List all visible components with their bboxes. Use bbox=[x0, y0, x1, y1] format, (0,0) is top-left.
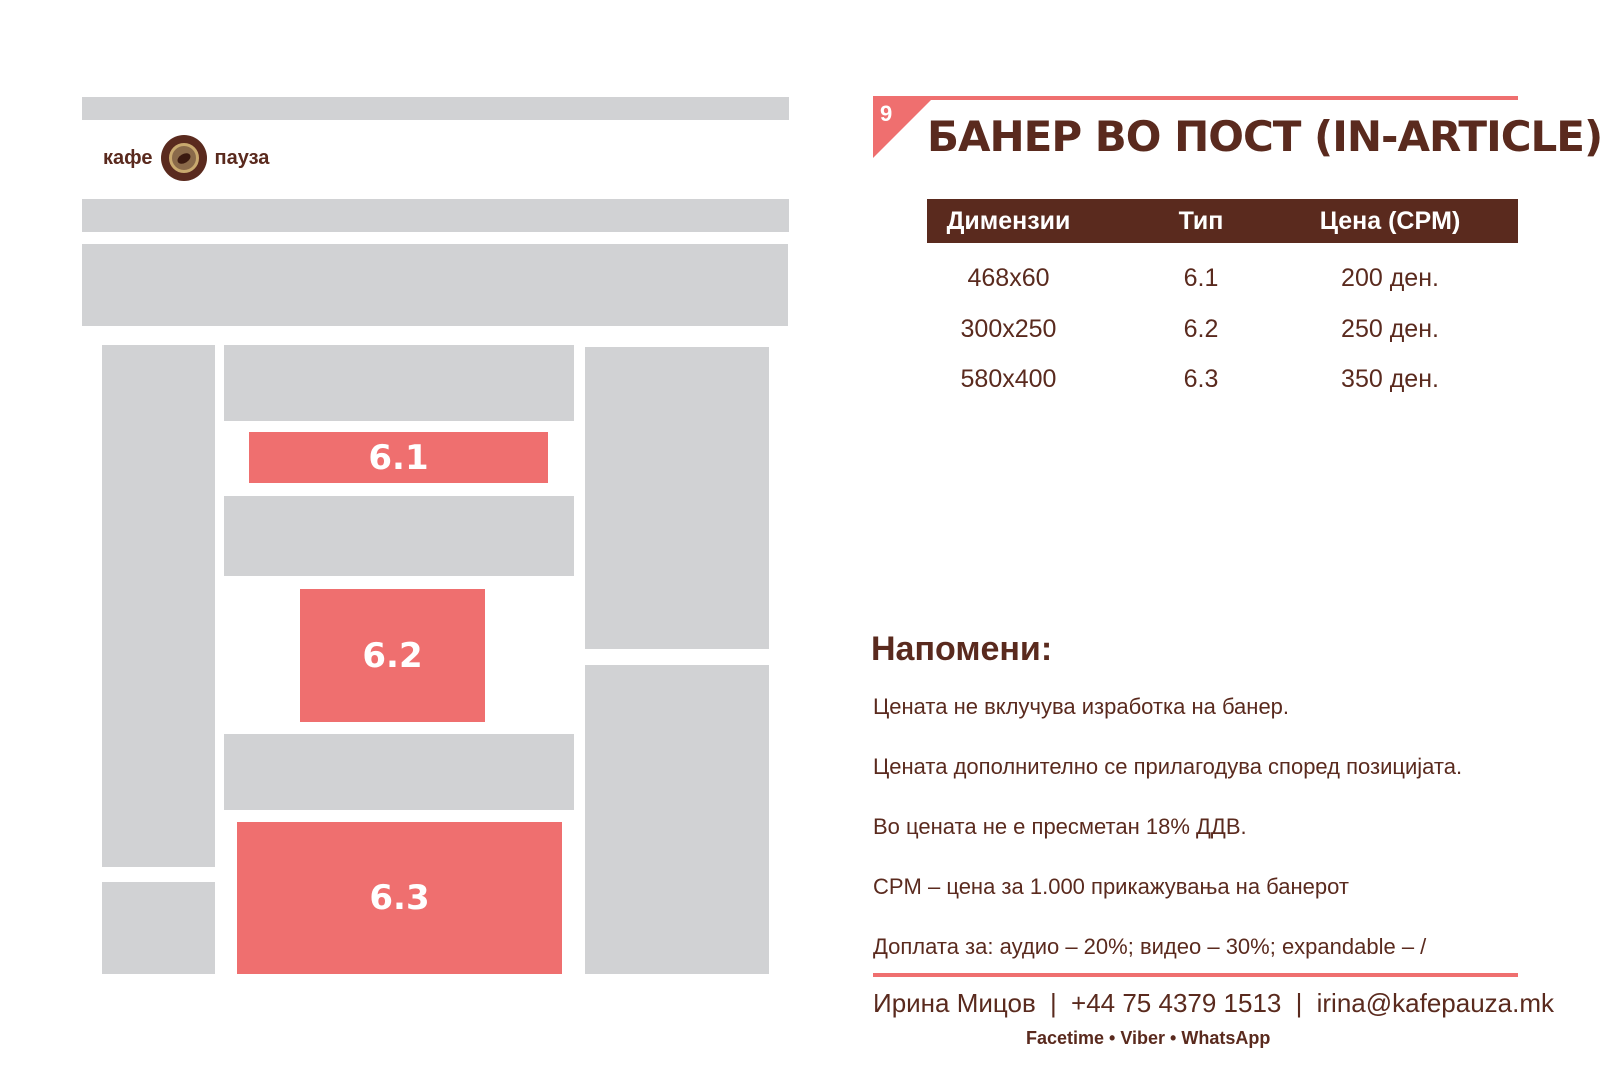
cell-price: 250 ден. bbox=[1341, 315, 1439, 343]
mockup-top-bar bbox=[82, 97, 789, 120]
mockup-article-block-2 bbox=[224, 496, 574, 576]
contact-line bbox=[873, 988, 1554, 1019]
contact-apps: Facetime • Viber • WhatsApp bbox=[1026, 1028, 1271, 1048]
banner-6-2-label: 6.2 bbox=[362, 635, 423, 676]
section-title: БАНЕР ВО ПОСТ (IN-ARTICLE) bbox=[927, 112, 1602, 161]
contact-name: Ирина Мицов bbox=[873, 988, 1036, 1018]
cell-price: 200 ден. bbox=[1341, 264, 1439, 292]
cell-type: 6.2 bbox=[1183, 315, 1219, 343]
banner-6-1-label: 6.1 bbox=[368, 437, 429, 478]
mockup-right-column-top bbox=[585, 347, 769, 649]
banner-6-2 bbox=[300, 589, 485, 722]
note-item: CPM – цена за 1.000 прикажувања на банерот bbox=[873, 874, 1349, 899]
mockup-left-column bbox=[102, 345, 215, 867]
cell-dimensions: 580x400 bbox=[960, 365, 1057, 393]
cell-type: 6.1 bbox=[1183, 264, 1219, 292]
contact-separator: | bbox=[1050, 988, 1057, 1018]
note-item: Доплата за: аудио – 20%; видео – 30%; expandable – / bbox=[873, 934, 1427, 959]
header-dimensions: Димензии bbox=[946, 207, 1071, 235]
banner-6-1 bbox=[249, 432, 548, 483]
mockup-article-block-3 bbox=[224, 734, 574, 810]
contact-email[interactable]: irina@kafepauza.mk bbox=[1316, 988, 1555, 1018]
coffee-cup-icon bbox=[161, 135, 207, 181]
section-number: 9 bbox=[880, 101, 893, 126]
contact-divider bbox=[873, 973, 1518, 977]
contact-separator: | bbox=[1295, 988, 1303, 1018]
mockup-left-column-bottom bbox=[102, 882, 215, 974]
section-top-line bbox=[930, 96, 1518, 100]
table-row bbox=[927, 258, 1518, 298]
banner-6-3 bbox=[237, 822, 562, 974]
mockup-article-block-1 bbox=[224, 345, 574, 421]
table-row bbox=[927, 359, 1518, 399]
notes-title: Напомени: bbox=[871, 630, 1053, 668]
mockup-right-column-bottom bbox=[585, 665, 769, 974]
note-item: Цената не вклучува изработка на банер. bbox=[873, 694, 1290, 719]
cell-type: 6.3 bbox=[1183, 365, 1219, 393]
cell-dimensions: 468x60 bbox=[967, 264, 1050, 292]
header-price: Цена (CPM) bbox=[1319, 207, 1461, 235]
note-item: Во цената не е пресметан 18% ДДВ. bbox=[873, 814, 1247, 839]
logo-left-word: кафе bbox=[103, 146, 153, 169]
contact-phone[interactable]: +44 75 4379 1513 bbox=[1071, 988, 1282, 1018]
kafepauza-logo bbox=[103, 133, 269, 183]
mockup-nav-bar bbox=[82, 199, 789, 232]
table-row bbox=[927, 309, 1518, 349]
note-item: Цената дополнително се прилагодува според позицијата. bbox=[873, 754, 1463, 779]
banner-6-3-label: 6.3 bbox=[369, 878, 430, 918]
cell-dimensions: 300x250 bbox=[960, 315, 1057, 343]
logo-right-word: пауза bbox=[214, 146, 270, 169]
mockup-header-banner bbox=[82, 244, 788, 326]
pricing-table-header bbox=[927, 199, 1518, 243]
header-type: Тип bbox=[1178, 207, 1224, 235]
cell-price: 350 ден. bbox=[1341, 365, 1439, 393]
